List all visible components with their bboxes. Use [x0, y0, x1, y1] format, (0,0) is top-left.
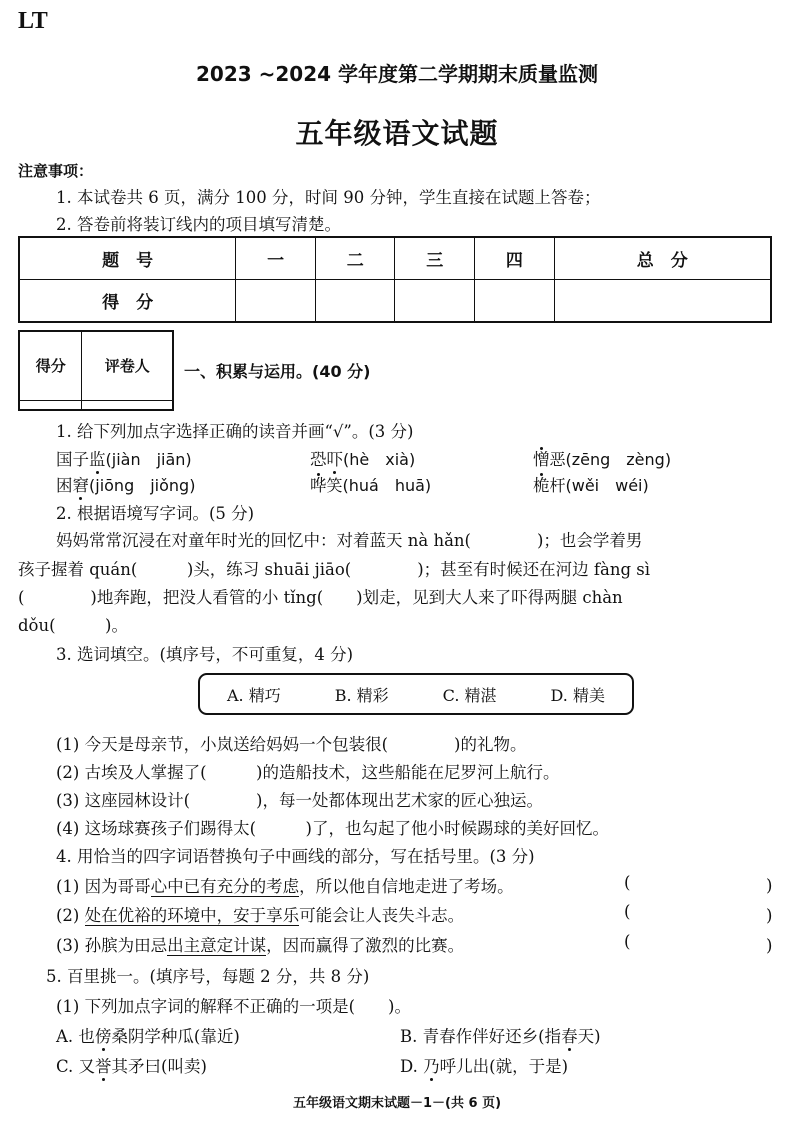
- q3-options-box: [198, 673, 634, 715]
- score-cell[interactable]: [236, 280, 316, 323]
- notice-item: 1. 本试卷共 6 页，满分 100 分，时间 90 分钟，学生直接在试题上答卷；: [56, 188, 601, 207]
- q3-option: D. 精美: [550, 685, 605, 705]
- score-header-cell: 三: [395, 237, 475, 280]
- q3-item: (3) 这座园林设计( )，每一处都体现出艺术家的匠心独运。: [56, 791, 543, 810]
- q4-answer-close: ): [766, 876, 773, 895]
- q4-item: (1) 因为哥哥心中已有充分的考虑，所以他自信地走进了考场。: [56, 877, 514, 896]
- q1-choice: 困窘(jiōng jiǒng): [56, 476, 196, 495]
- q5-stem: 5. 百里挑一。(填序号，每题 2 分，共 8 分): [46, 967, 370, 986]
- q2-line: ( )地奔跑，把没人看管的小 tǐng( )划走，见到大人来了吓得两腿 chàn: [18, 588, 623, 607]
- page-footer: 五年级语文期末试题－1－(共 6 页): [292, 1096, 502, 1111]
- q1-choice: 哗笑(huá huā): [310, 476, 432, 495]
- q3-option: C. 精湛: [442, 685, 497, 705]
- q1-choice: 桅杆(wěi wéi): [533, 476, 649, 495]
- grader-label: 评卷人: [82, 331, 173, 400]
- q1-choice: 国子监(jiàn jiān): [56, 450, 192, 469]
- score-header-cell: 总 分: [554, 237, 771, 280]
- q4-answer-open: (: [624, 932, 631, 951]
- score-row-label: 得 分: [19, 280, 236, 323]
- q4-answer-close: ): [766, 936, 773, 955]
- q2-line: dǒu( )。: [18, 616, 128, 635]
- q4-item: (2) 处在优裕的环境中，安于享乐可能会让人丧失斗志。: [56, 906, 465, 925]
- notice-heading: 注意事项：: [18, 162, 94, 180]
- q3-option: B. 精彩: [334, 685, 389, 705]
- grader-table: [18, 330, 174, 411]
- score-table: [18, 236, 772, 323]
- score-cell[interactable]: [554, 280, 771, 323]
- q2-line: 孩子握着 quán( )头，练习 shuāi jiāo( )；甚至有时候还在河边 fàng sì: [18, 560, 651, 579]
- q5-choice: B. 青春作伴好还乡(指春天): [400, 1027, 601, 1046]
- score-cell[interactable]: [395, 280, 475, 323]
- grader-score-label: 得分: [19, 331, 82, 400]
- q1-choice: 恐吓(hè xià): [310, 450, 416, 469]
- score-cell[interactable]: [315, 280, 395, 323]
- score-header-cell: 一: [236, 237, 316, 280]
- score-header-cell: 四: [475, 237, 555, 280]
- q5-choice: D. 乃呼儿出(就，于是): [400, 1057, 569, 1076]
- notice-item: 2. 答卷前将装订线内的项目填写清楚。: [56, 215, 341, 234]
- q4-item: (3) 孙膑为田忌出主意定计谋，因而赢得了激烈的比赛。: [56, 936, 465, 955]
- q2-line: 妈妈常常沉浸在对童年时光的回忆中：对着蓝天 nà hǎn( )；也会学着男: [56, 531, 643, 550]
- q1-choice: 憎恶(zēng zèng): [533, 450, 672, 469]
- grader-score-cell[interactable]: [19, 400, 82, 410]
- q2-stem: 2. 根据语境写字词。(5 分): [56, 504, 255, 523]
- q3-item: (2) 古埃及人掌握了( )的造船技术，这些船能在尼罗河上航行。: [56, 763, 560, 782]
- grader-name-cell[interactable]: [82, 400, 173, 410]
- q3-item: (4) 这场球赛孩子们踢得太( )了，也勾起了他小时候踢球的美好回忆。: [56, 819, 609, 838]
- q4-answer-close: ): [766, 906, 773, 925]
- score-header-cell: 题 号: [19, 237, 236, 280]
- q5-sub: (1) 下列加点字词的解释不正确的一项是( )。: [56, 997, 411, 1016]
- score-header-cell: 二: [315, 237, 395, 280]
- score-cell[interactable]: [475, 280, 555, 323]
- exam-title: 2023 ~2024 学年度第二学期期末质量监测: [195, 62, 598, 86]
- q5-choice: A. 也傍桑阴学种瓜(靠近): [56, 1027, 240, 1046]
- q3-stem: 3. 选词填空。(填序号，不可重复，4 分): [56, 645, 354, 664]
- q5-choice: C. 又誉其矛曰(叫卖): [56, 1057, 207, 1076]
- q1-stem: 1. 给下列加点字选择正确的读音并画“√”。(3 分): [56, 422, 414, 441]
- q3-option: A. 精巧: [227, 685, 281, 705]
- section-title: 一、积累与运用。(40 分): [184, 362, 371, 381]
- q4-stem: 4. 用恰当的四字词语替换句子中画线的部分，写在括号里。(3 分): [56, 847, 535, 866]
- paper-title: 五年级语文试题: [295, 117, 499, 150]
- q3-item: (1) 今天是母亲节，小岚送给妈妈一个包装很( )的礼物。: [56, 735, 527, 754]
- corner-code: LT: [18, 8, 48, 34]
- q4-answer-open: (: [624, 902, 631, 921]
- q4-answer-open: (: [624, 873, 631, 892]
